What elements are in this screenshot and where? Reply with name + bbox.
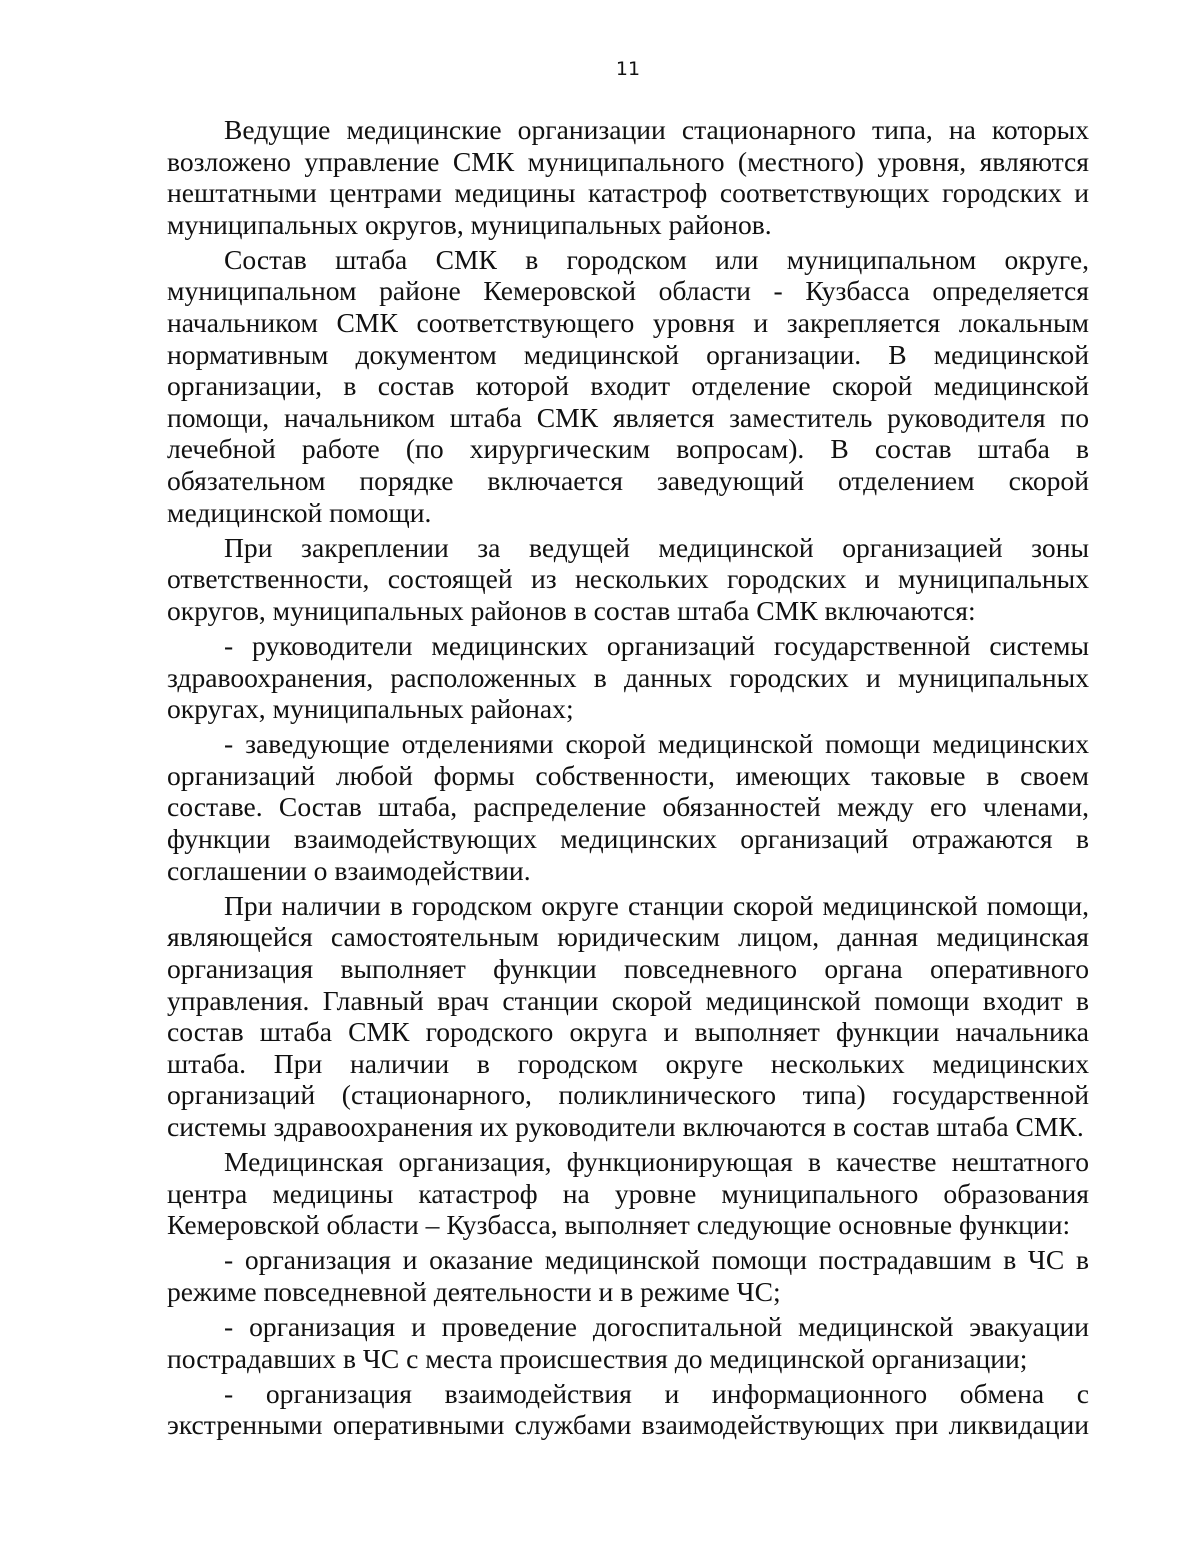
- list-item-4: - организация и проведение догоспитальной медицинской эвакуации пострадавших в ЧС с места происшествия до медицинской организации;: [167, 1310, 1089, 1374]
- list-item-3: - организация и оказание медицинской помощи пострадавшим в ЧС в режиме повседневной деятельности и в режиме ЧС;: [167, 1244, 1089, 1307]
- paragraph-3: При закреплении за ведущей медицинской организацией зоны ответственности, состоящей из нескольких городских и муниципальных округов, муниципальных районов в состав штаба СМК включаются:: [167, 531, 1089, 626]
- paragraph-1: Ведущие медицинские организации стационарного типа, на которых возложено управление СМК муниципального (местного) уровня, являются нештатными центрами медицины катастроф соответствующих городских и муниципальных округов, муниципальных районов.: [167, 114, 1089, 240]
- list-item-2: - заведующие отделениями скорой медицинской помощи медицинских организаций любой формы собственности, имеющих таковые в своем составе. Состав штаба, распределение обязанностей между его членами, функции взаимодействующих медицинских организаций отражаются в соглашении о взаимодействии.: [167, 728, 1089, 886]
- paragraph-4: При наличии в городском округе станции скорой медицинской помощи, являющейся самостоятельным юридическим лицом, данная медицинская организация выполняет функции повседневного органа оперативного управления. Главный врач станции скорой медицинской помощи входит в состав штаба СМК городского округа и выполняет функции начальника штаба. При наличии в городском округе нескольких медицинских организаций (стационарного, поликлинического типа) государственной системы здравоохранения их руководители включаются в состав штаба СМК.: [167, 889, 1089, 1142]
- page-number: 11: [615, 58, 641, 80]
- list-item-5: - организация взаимодействия и информационного обмена с экстренными оперативными службами взаимодействующих при ликвидации: [167, 1377, 1089, 1441]
- paragraph-5: Медицинская организация, функционирующая в качестве нештатного центра медицины катастроф на уровне муниципального образования Кемеровской области – Кузбасса, выполняет следующие основные функции:: [167, 1146, 1089, 1241]
- paragraph-2: Состав штаба СМК в городском или муниципальном округе, муниципальном районе Кемеровской области - Кузбасса определяется начальником СМК соответствующего уровня и закрепляется локальным нормативным документом медицинской организации. В медицинской организации, в состав которой входит отделение скорой медицинской помощи, начальником штаба СМК является заместитель руководителя по лечебной работе (по хирургическим вопросам). В состав штаба в обязательном порядке включается заведующий отделением скорой медицинской помощи.: [167, 243, 1089, 528]
- list-item-1: - руководители медицинских организаций государственной системы здравоохранения, расположенных в данных городских и муниципальных округах, муниципальных районах;: [167, 630, 1089, 725]
- document-body: [167, 114, 1089, 1444]
